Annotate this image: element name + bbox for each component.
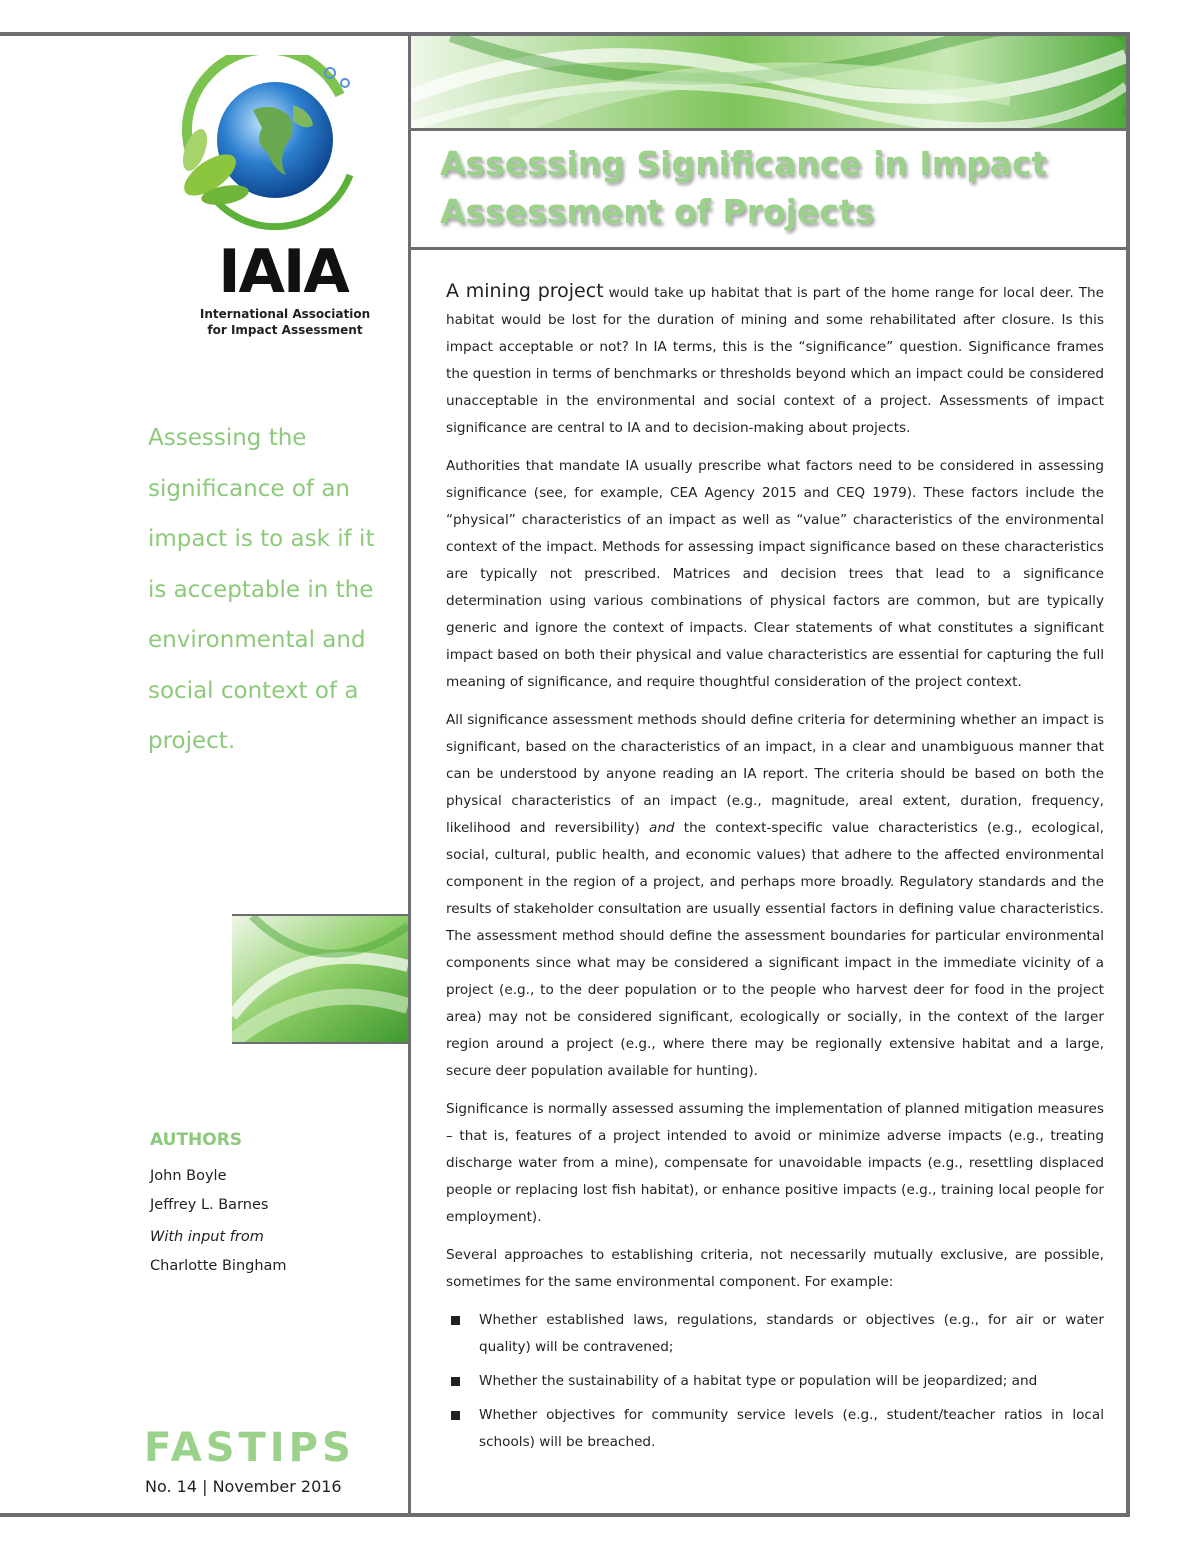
pull-quote: Assessing the significance of an impact is to ask if it is acceptable in the environmental and social context of a project. — [148, 425, 375, 754]
page-title-line-1: Assessing Significance in Impact — [440, 144, 1048, 183]
square-bullet-icon — [451, 1316, 460, 1325]
main-article — [446, 278, 1104, 1463]
iaia-acronym: IAIA — [218, 237, 348, 307]
list-item — [446, 1402, 1104, 1456]
author-name: Jeffrey L. Barnes — [150, 1197, 269, 1213]
list-item-text: Whether objectives for community service levels (e.g., student/teacher ratios in local schools) will be breached. — [479, 1407, 1104, 1450]
side-decorative-image — [232, 916, 408, 1042]
iaia-full-name-line-2: for Impact Assessment — [207, 323, 363, 337]
side-image-rule-bottom — [232, 1042, 408, 1044]
iaia-globe-logo — [165, 55, 375, 235]
paragraph: Several approaches to establishing criteria, not necessarily mutually exclusive, are possible, sometimes for the same environmental component. For example: — [446, 1247, 1104, 1290]
page-title — [440, 140, 1120, 236]
title-rule-top — [411, 128, 1126, 131]
header-banner-image — [411, 36, 1126, 128]
square-bullet-icon — [451, 1377, 460, 1386]
paragraph: Significance is normally assessed assuming the implementation of planned mitigation measures – that is, features of a project intended to avoid or minimize adverse impacts (e.g., treating discharge water from a mine), compensate for unavoidable impacts (e.g., resettling displaced people or replacing lost fish habitat), or enhance positive impacts (e.g., training local people for employment). — [446, 1101, 1104, 1225]
author-name: John Boyle — [150, 1168, 227, 1184]
paragraph: Authorities that mandate IA usually prescribe what factors need to be considered in assessing significance (see, for example, CEA Agency 2015 and CEQ 1979). These factors include the “physical” characteristics of an impact as well as “value” characteristics of the environmental context of the impact. Methods for assessing impact significance based on these characteristics are typically not prescribed. Matrices and decision trees that lead to a significance determination using various combinations of physical factors are common, but are typically generic and ignore the context of impacts. Clear statements of what constitutes a significant impact based on both their physical and value characteristics are essential for capturing the full meaning of significance, and require thoughtful consideration of the project context. — [446, 458, 1104, 690]
list-item — [446, 1307, 1104, 1361]
paragraph-text: would take up habitat that is part of the home range for local deer. The habitat would be lost for the duration of mining and some rehabilitated after closure. Is this impact acceptable or not? In IA terms, this is the “significance” question. Significance frames the question in terms of benchmarks or thresholds beyond which an impact could be considered unacceptable in the environmental and social context of a project. Assessments of impact significance are central to IA and to decision-making about projects. — [446, 285, 1104, 436]
square-bullet-icon — [451, 1411, 460, 1420]
emphasis: and — [648, 820, 675, 836]
title-rule-bottom — [411, 247, 1126, 250]
authors-heading: AUTHORS — [150, 1130, 243, 1150]
contributor-name: Charlotte Bingham — [150, 1258, 287, 1274]
lead-in: A mining project — [446, 280, 604, 302]
paragraph — [446, 278, 1104, 442]
paragraph-text: the context-specific value characteristics (e.g., ecological, social, cultural, public health, and economic values) that adhere to the affected environmental component in the region of a project, and perhaps more broadly. Regulatory standards and the results of stakeholder consultation are usually essential factors in defining value characteristics. The assessment method should define the assessment boundaries for particular environmental components since what may be considered a significant impact in the immediate vicinity of a project (e.g., to the deer population or to the people who harvest deer for food in the project area) may not be considered significant, ecologically or socially, in the context of the larger region around a project (e.g., where there may be regionally extensive habitat and a large, secure deer population available for hunting). — [446, 820, 1104, 1079]
frame-bottom-border — [0, 1513, 1130, 1517]
iaia-full-name-line-1: International Association — [199, 307, 371, 321]
criteria-list — [446, 1307, 1104, 1456]
column-divider — [408, 36, 411, 1513]
series-name: FASTIPS — [144, 1425, 355, 1471]
input-label: With input from — [150, 1229, 264, 1245]
list-item-text: Whether the sustainability of a habitat type or population will be jeopardized; and — [479, 1373, 1038, 1389]
frame-right-border — [1126, 32, 1130, 1517]
page-title-line-2: Assessment of Projects — [440, 192, 875, 231]
issue-number: No. 14 | November 2016 — [145, 1477, 342, 1496]
list-item — [446, 1368, 1104, 1395]
list-item-text: Whether established laws, regulations, standards or objectives (e.g., for air or water quality) will be contravened; — [479, 1312, 1104, 1355]
iaia-full-name — [190, 306, 380, 338]
paragraph-text: All significance assessment methods should define criteria for determining whether an impact is significant, based on the characteristics of an impact, in a clear and unambiguous manner that can be understood by anyone reading an IA report. The criteria should be based on both the physical characteristics of an impact (e.g., magnitude, areal extent, duration, frequency, likelihood and reversibility) — [446, 712, 1104, 836]
paragraph — [446, 707, 1104, 1085]
